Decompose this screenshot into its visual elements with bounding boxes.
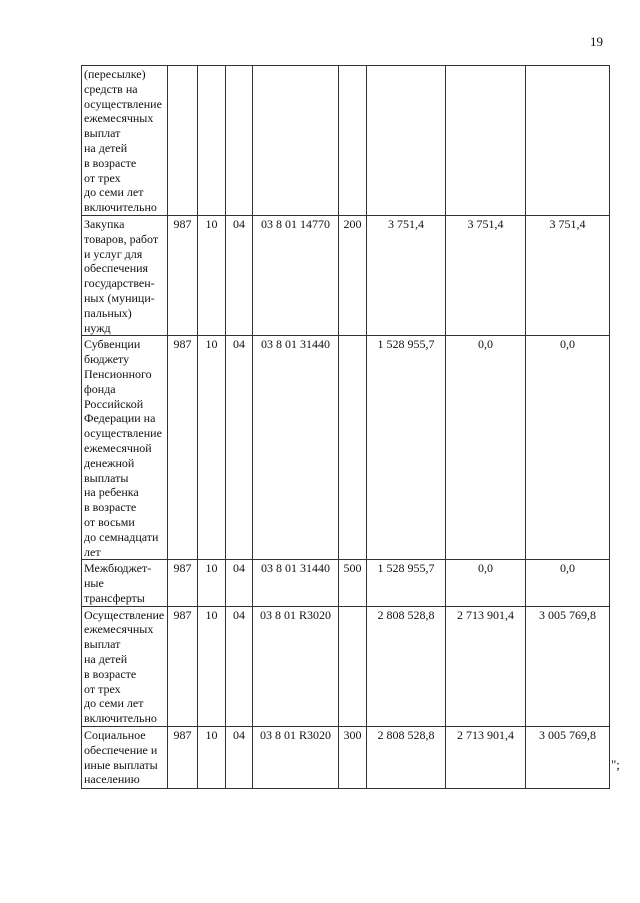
table-row [82, 560, 610, 606]
section-code-cell: 10 [198, 727, 226, 789]
expense-type-cell [339, 606, 367, 726]
amount-year-2-cell: 0,0 [446, 560, 526, 606]
subsection-code-cell: 04 [226, 560, 253, 606]
target-article-cell: 03 8 01 R3020 [253, 606, 339, 726]
row-name-cell: Межбюджет- ные трансферты [82, 560, 168, 606]
amount-year-1-cell: 3 751,4 [367, 215, 446, 335]
budget-table [81, 65, 610, 789]
target-article-cell: 03 8 01 31440 [253, 560, 339, 606]
ministry-code-cell: 987 [168, 560, 198, 606]
amount-year-2-cell: 2 713 901,4 [446, 727, 526, 789]
subsection-code-cell: 04 [226, 215, 253, 335]
row-name-cell: (пересылке) средств на осуществление ежемесячных выплат на детей в возрасте от трех до семи лет включительно [82, 66, 168, 216]
amount-year-3-cell: 3 751,4 [526, 215, 610, 335]
table-row [82, 336, 610, 560]
expense-type-cell: 300 [339, 727, 367, 789]
closing-quote-mark: "; [611, 757, 620, 772]
table-row [82, 727, 610, 789]
expense-type-cell: 500 [339, 560, 367, 606]
amount-year-2-cell: 2 713 901,4 [446, 606, 526, 726]
table-row [82, 215, 610, 335]
section-code-cell: 10 [198, 606, 226, 726]
page-number: 19 [590, 34, 603, 49]
expense-type-cell: 200 [339, 215, 367, 335]
row-name-cell: Закупка товаров, работ и услуг для обеспечения государствен- ных (муници- пальных) нужд [82, 215, 168, 335]
amount-year-1-cell: 2 808 528,8 [367, 606, 446, 726]
target-article-cell: 03 8 01 14770 [253, 215, 339, 335]
target-article-cell [253, 66, 339, 216]
ministry-code-cell: 987 [168, 215, 198, 335]
amount-year-3-cell: 3 005 769,8 [526, 606, 610, 726]
target-article-cell: 03 8 01 31440 [253, 336, 339, 560]
subsection-code-cell: 04 [226, 606, 253, 726]
subsection-code-cell [226, 66, 253, 216]
subsection-code-cell: 04 [226, 336, 253, 560]
ministry-code-cell [168, 66, 198, 216]
row-name-cell: Социальное обеспечение и иные выплаты населению [82, 727, 168, 789]
amount-year-1-cell: 1 528 955,7 [367, 336, 446, 560]
row-name-cell: Осуществление ежемесячных выплат на детей в возрасте от трех до семи лет включительно [82, 606, 168, 726]
expense-type-cell [339, 66, 367, 216]
amount-year-3-cell: 0,0 [526, 560, 610, 606]
section-code-cell: 10 [198, 560, 226, 606]
amount-year-1-cell [367, 66, 446, 216]
ministry-code-cell: 987 [168, 336, 198, 560]
ministry-code-cell: 987 [168, 606, 198, 726]
amount-year-3-cell: 3 005 769,8 [526, 727, 610, 789]
amount-year-2-cell [446, 66, 526, 216]
amount-year-2-cell: 0,0 [446, 336, 526, 560]
amount-year-3-cell [526, 66, 610, 216]
target-article-cell: 03 8 01 R3020 [253, 727, 339, 789]
amount-year-2-cell: 3 751,4 [446, 215, 526, 335]
ministry-code-cell: 987 [168, 727, 198, 789]
amount-year-1-cell: 2 808 528,8 [367, 727, 446, 789]
section-code-cell: 10 [198, 215, 226, 335]
amount-year-3-cell: 0,0 [526, 336, 610, 560]
table-row [82, 606, 610, 726]
row-name-cell: Субвенции бюджету Пенсионного фонда Российской Федерации на осуществление ежемесячной денежной выплаты на ребенка в возрасте от восьми до семнадцати лет [82, 336, 168, 560]
table-row [82, 66, 610, 216]
expense-type-cell [339, 336, 367, 560]
section-code-cell [198, 66, 226, 216]
amount-year-1-cell: 1 528 955,7 [367, 560, 446, 606]
subsection-code-cell: 04 [226, 727, 253, 789]
section-code-cell: 10 [198, 336, 226, 560]
